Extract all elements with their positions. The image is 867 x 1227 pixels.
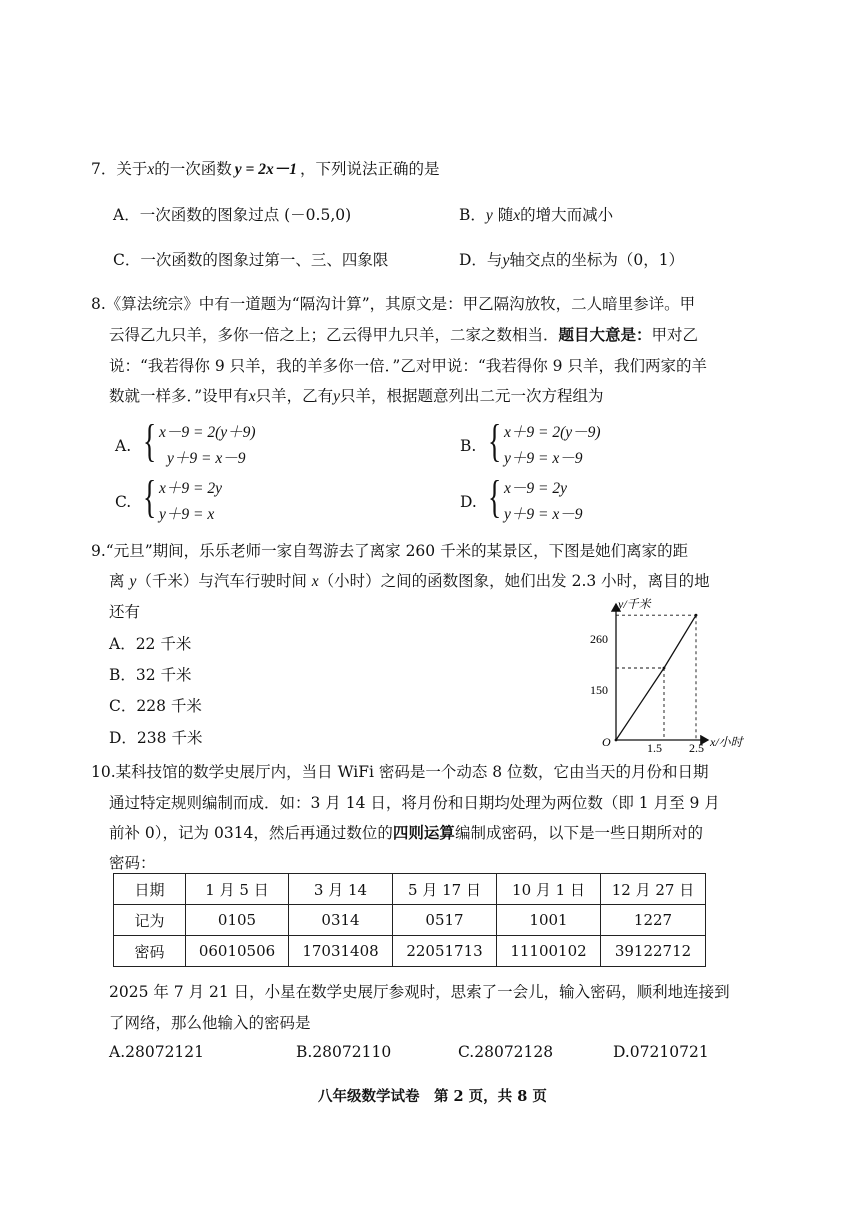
q7-var-x: x	[147, 161, 155, 178]
y-tick-150: 150	[590, 683, 608, 697]
table-cell: 22051713	[393, 936, 497, 967]
q9-option-b: B．32 千米	[109, 666, 192, 684]
table-row	[114, 905, 706, 936]
q9-line-2-mid: （千米）与汽车行驶时间	[136, 572, 312, 590]
x-tick-2-5: 2.5	[689, 741, 704, 755]
q7-option-b-mid: 随	[492, 206, 514, 224]
q9-line-2-suffix: （小时）之间的函数图象，她们出发 2.3 小时，离目的地	[318, 572, 710, 590]
q8-option-a-label: A.	[115, 437, 132, 455]
table-cell: 39122712	[601, 936, 706, 967]
q7-stem	[91, 157, 440, 179]
q9-option-d: D．238 千米	[109, 729, 203, 747]
q8-option-c-brace: {	[143, 471, 157, 522]
q7-formula: y = 2x－1	[234, 161, 297, 178]
q10-line-2: 通过特定规则编制而成．如：3 月 14 日，将月份和日期均处理为两位数（即 1 月至 9 月	[109, 794, 720, 812]
q9-option-c: C．228 千米	[109, 697, 202, 715]
q8-option-a-eq1: x－9 = 2(y＋9)	[159, 424, 256, 441]
q8-line-4-prefix: 数就一样多．”设甲有	[109, 387, 249, 405]
graph-point-2	[695, 614, 698, 617]
graph-segment-2	[664, 615, 696, 668]
q10-option-d: D.07210721	[613, 1043, 709, 1061]
password-table	[113, 873, 706, 967]
q8-option-a-brace: {	[143, 415, 157, 466]
q9-line-3: 还有	[109, 603, 141, 621]
table-cell: 5 月 17 日	[393, 874, 497, 905]
table-cell: 日期	[114, 874, 186, 905]
q10-line-3-suffix: 编制成密码，以下是一些日期所对的	[454, 824, 703, 842]
table-cell: 1 月 5 日	[186, 874, 289, 905]
table-cell: 0105	[186, 905, 289, 936]
table-cell: 12 月 27 日	[601, 874, 706, 905]
q10-option-c: C.28072128	[458, 1043, 554, 1061]
q7-option-b-x: x	[513, 207, 521, 224]
q8-option-d-eq1: x－9 = 2y	[504, 480, 567, 497]
q10-after-line-1: 2025 年 7 月 21 日，小星在数学史展厅参观时，思索了一会儿，输入密码，顺利地连接到	[109, 983, 730, 1001]
q8-line-4-mid: 只羊，乙有	[255, 387, 334, 405]
table-cell: 0517	[393, 905, 497, 936]
q8-var-x: x	[248, 388, 256, 405]
table-row	[114, 874, 706, 905]
q8-option-b-eq2: y＋9 = x－9	[504, 450, 583, 467]
q7-option-d-prefix: D．与	[459, 251, 503, 269]
table-cell: 记为	[114, 905, 186, 936]
q9-var-y: y	[129, 573, 137, 590]
q7-option-b	[459, 203, 613, 225]
q10-line-3	[109, 821, 703, 843]
q8-line-2	[109, 323, 698, 345]
table-cell: 1227	[601, 905, 706, 936]
q7-option-d-y: y	[502, 252, 510, 269]
graph-point-1	[663, 667, 666, 670]
table-cell: 11100102	[497, 936, 601, 967]
q8-line-4	[109, 384, 604, 406]
q7-option-a: A．一次函数的图象过点 (－0.5,0)	[113, 206, 352, 224]
q8-option-b-label: B.	[460, 437, 477, 455]
table-cell: 06010506	[186, 936, 289, 967]
q8-line-3: 说：“我若得你 9 只羊，我的羊多你一倍．”乙对甲说：“我若得你 9 只羊，我们两家的羊	[109, 357, 707, 375]
q7-option-d	[459, 248, 684, 270]
graph-point-0	[615, 739, 618, 742]
graph-segment-1	[616, 668, 664, 740]
q8-option-c-eq1: x＋9 = 2y	[159, 480, 222, 497]
table-cell: 10 月 1 日	[497, 874, 601, 905]
q9-line-2-prefix: 离	[109, 572, 130, 590]
table-cell: 密码	[114, 936, 186, 967]
table-cell: 0314	[289, 905, 393, 936]
q10-line-1: 10.某科技馆的数学史展厅内，当日 WiFi 密码是一个动态 8 位数，它由当天的月份和日期	[91, 763, 709, 781]
q9-var-x: x	[311, 573, 319, 590]
q9-distance-time-graph	[572, 590, 792, 755]
q8-topic-meaning: 题目大意是：	[558, 325, 652, 344]
table-cell: 3 月 14	[289, 874, 393, 905]
q7-stem-suffix: ，下列说法正确的是	[300, 160, 440, 178]
q8-option-a-eq2: y＋9 = x－9	[167, 450, 246, 467]
q8-option-b-brace: {	[488, 415, 502, 466]
page-footer: 八年级数学试卷 第 2 页，共 8 页	[318, 1088, 547, 1105]
table-cell: 17031408	[289, 936, 393, 967]
q8-option-c-label: C.	[115, 493, 132, 511]
table-cell: 1001	[497, 905, 601, 936]
q10-line-3-prefix: 前补 0），记为 0314，然后再通过数位的	[109, 824, 393, 842]
q9-option-a: A．22 千米	[109, 635, 192, 653]
q7-option-d-suffix: 轴交点的坐标为（0，1）	[509, 251, 685, 269]
q8-option-d-brace: {	[488, 471, 502, 522]
q10-option-a: A.28072121	[109, 1043, 205, 1061]
q7-option-c: C．一次函数的图象过第一、三、四象限	[113, 251, 389, 269]
q8-option-b-eq1: x＋9 = 2(y－9)	[504, 424, 601, 441]
q8-line-4-suffix: 只羊，根据题意列出二元一次方程组为	[339, 387, 604, 405]
q7-option-b-suffix: 的增大而减小	[520, 206, 614, 224]
q7-option-b-y: y	[485, 207, 493, 224]
q10-four-operations: 四则运算	[392, 823, 455, 842]
q8-line-1: 8.《算法统宗》中有一道题为“隔沟计算”，其原文是：甲乙隔沟放牧，二人暗里参详。甲	[91, 295, 696, 313]
q10-option-b: B.28072110	[296, 1043, 392, 1061]
x-tick-1-5: 1.5	[647, 741, 662, 755]
table-row	[114, 936, 706, 967]
q8-var-y: y	[333, 388, 340, 405]
q7-stem-mid: 的一次函数	[154, 160, 232, 178]
x-axis-label: x/小时	[710, 735, 743, 749]
q9-line-2	[109, 569, 710, 591]
q8-option-d-eq2: y＋9 = x－9	[504, 506, 583, 523]
q8-line-2-suffix: 甲对乙	[651, 326, 699, 344]
q7-stem-prefix: 7．关于	[91, 160, 148, 178]
y-axis-label: y/千米	[618, 597, 651, 611]
q7-option-b-prefix: B．	[459, 206, 486, 224]
origin-label: O	[602, 735, 611, 749]
q8-line-2-prefix: 云得乙九只羊，多你一倍之上；乙云得甲九只羊，二家之数相当．	[109, 326, 559, 344]
q9-line-1: 9.“元旦”期间，乐乐老师一家自驾游去了离家 260 千米的某景区，下图是她们离家的距	[91, 542, 689, 560]
q8-option-d-label: D.	[460, 493, 477, 511]
q10-line-4: 密码：	[109, 854, 156, 872]
y-tick-260: 260	[590, 632, 608, 646]
q10-after-line-2: 了网络，那么他输入的密码是	[109, 1014, 311, 1032]
q8-option-c-eq2: y＋9 = x	[159, 506, 215, 523]
